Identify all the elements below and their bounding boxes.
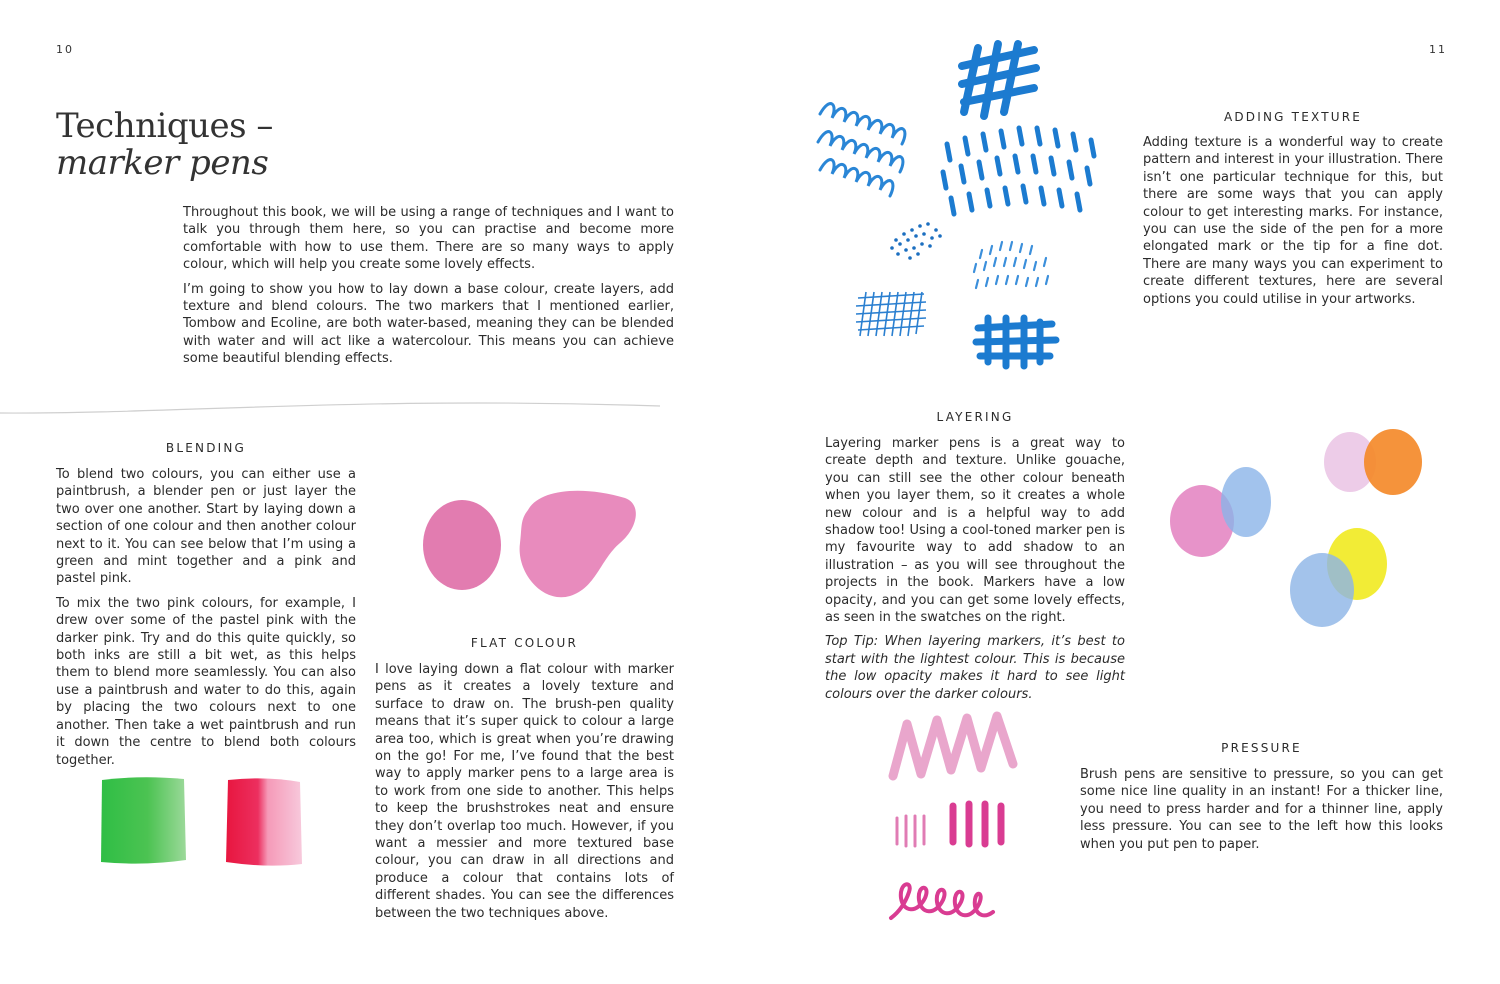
pressure-paragraph-1: Brush pens are sensitive to pressure, so you can get some nice line quality in an instant! For a thicker line, you need to press harder and for a thinner line, apply less pressure. You can see to the left how this looks when you put pen to paper.: [1080, 767, 1443, 852]
fine-grid-marks: [856, 292, 926, 336]
thin-bars: [897, 816, 924, 846]
loop-stroke: [891, 884, 993, 918]
dash-marks: [943, 128, 1094, 214]
blending-paragraph-1: To blend two colours, you can either use a paintbrush, a blender pen or just layer the two over one another. Start by laying down a section of one colour and then another colour next to it. You can see below that I’m using a green and mint together and a pink and pastel pink.: [56, 467, 356, 587]
flat-colour-blobs: [420, 488, 645, 603]
layering-paragraph-1: Layering marker pens is a great way to create depth and texture. Unlike gouache, you can still see the other colour beneath when you layer them, so it creates a whole new colour and is a helpful way to add shadow too! Using a cool-toned marker pen is my favourite way to add shadow to an illustration – as you will see throughout the projects in the book. Markers have a low opacity, and you can get some lovely effects, as seen in the swatches on the right.: [825, 436, 1125, 626]
green-swatch: [101, 777, 186, 863]
flat-colour-heading: FLAT COLOUR: [470, 636, 579, 650]
layering-text: [825, 435, 1125, 710]
page-title: [56, 108, 376, 182]
flat-colour-text: [375, 661, 674, 929]
adding-texture-paragraph-1: Adding texture is a wonderful way to create pattern and interest in your illustration. There isn’t one particular technique for this, but there are some ways that you can apply colour to get interesting marks. For instance, you can use the side of the pen for a more elongated mark or the tip for a fine dot. There are many ways you can experiment to create different textures, here are several options you could utilise in your artworks.: [1143, 135, 1443, 307]
pink-circle-blob: [423, 500, 501, 590]
blending-paragraph-2: To mix the two pink colours, for example, I drew over some of the pastel pink with the darker pink. Try and do this quite quickly, so both inks are still a bit wet, as this helps them to blend more seamlessly. You can also use a paintbrush and water to do this, again by placing the two colours next to one another. Then take a wet paintbrush and run it down the centre to blend both colours together.: [56, 595, 356, 768]
crosshatch-top: [962, 44, 1036, 116]
blending-heading: BLENDING: [165, 441, 247, 455]
blending-text: [56, 466, 356, 776]
texture-marks: [812, 36, 1112, 376]
thick-bars: [953, 804, 1001, 844]
wave-divider: [0, 392, 680, 422]
crosshatch-bottom: [976, 318, 1056, 366]
flat-colour-paragraph-1: I love laying down a flat colour with marker pens as it creates a lovely texture and surface to draw on. The brush-pen quality means that it’s super quick to colour a large area too, which is great when you’re drawing on the go! For me, I’ve found that the best way to apply marker pens to a large area is to work from one side to another. This helps to keep the brushstrokes neat and ensure they don’t overlap too much. However, if you want a messier and more textured base colour, you can draw in all directions and produce a colour that contains lots of different shades. You can see the differences between the two techniques above.: [375, 662, 674, 921]
pressure-text: [1080, 766, 1443, 860]
blending-swatches: [96, 772, 311, 872]
intro-paragraph-2: I’m going to show you how to lay down a base colour, create layers, add texture and blend colours. The two markers that I mentioned earlier, Tombow and Ecoline, are both water-based, meaning they can be blended with water and will act like a watercolour. This means you can achieve some beautiful blending effects.: [183, 281, 674, 367]
intro-paragraph-1: Throughout this book, we will be using a range of techniques and I want to talk you through them here, so you can practise and become more comfortable with how to use them. There are so many ways to apply colour, which will help you create some lovely effects.: [183, 205, 674, 273]
blue-layer-circle-2: [1290, 553, 1354, 627]
layering-swatches: [1160, 420, 1440, 640]
layering-top-tip: Top Tip: When layering markers, it’s best to start with the lightest colour. This is because the low opacity makes it hard to see light colours over the darker colours.: [825, 634, 1125, 702]
adding-texture-heading: ADDING TEXTURE: [1223, 110, 1363, 124]
layering-heading: LAYERING: [936, 410, 1014, 424]
title-line-2: marker pens: [56, 143, 269, 183]
blue-layer-circle-1: [1221, 467, 1271, 537]
pink-shape-blob: [520, 491, 636, 598]
zigzag-stroke: [893, 716, 1013, 776]
tick-marks: [974, 242, 1048, 288]
intro-text: [183, 204, 674, 375]
pink-swatch: [226, 778, 302, 865]
pressure-strokes: [885, 704, 1025, 934]
dot-marks: [890, 222, 942, 260]
page-number-left: 10: [56, 43, 74, 56]
orange-circle: [1364, 429, 1422, 495]
page-number-right: 11: [1429, 43, 1447, 56]
loop-marks: [818, 104, 905, 196]
pressure-heading: PRESSURE: [1221, 741, 1302, 755]
title-line-1: Techniques –: [56, 106, 273, 146]
adding-texture-text: [1143, 134, 1443, 315]
